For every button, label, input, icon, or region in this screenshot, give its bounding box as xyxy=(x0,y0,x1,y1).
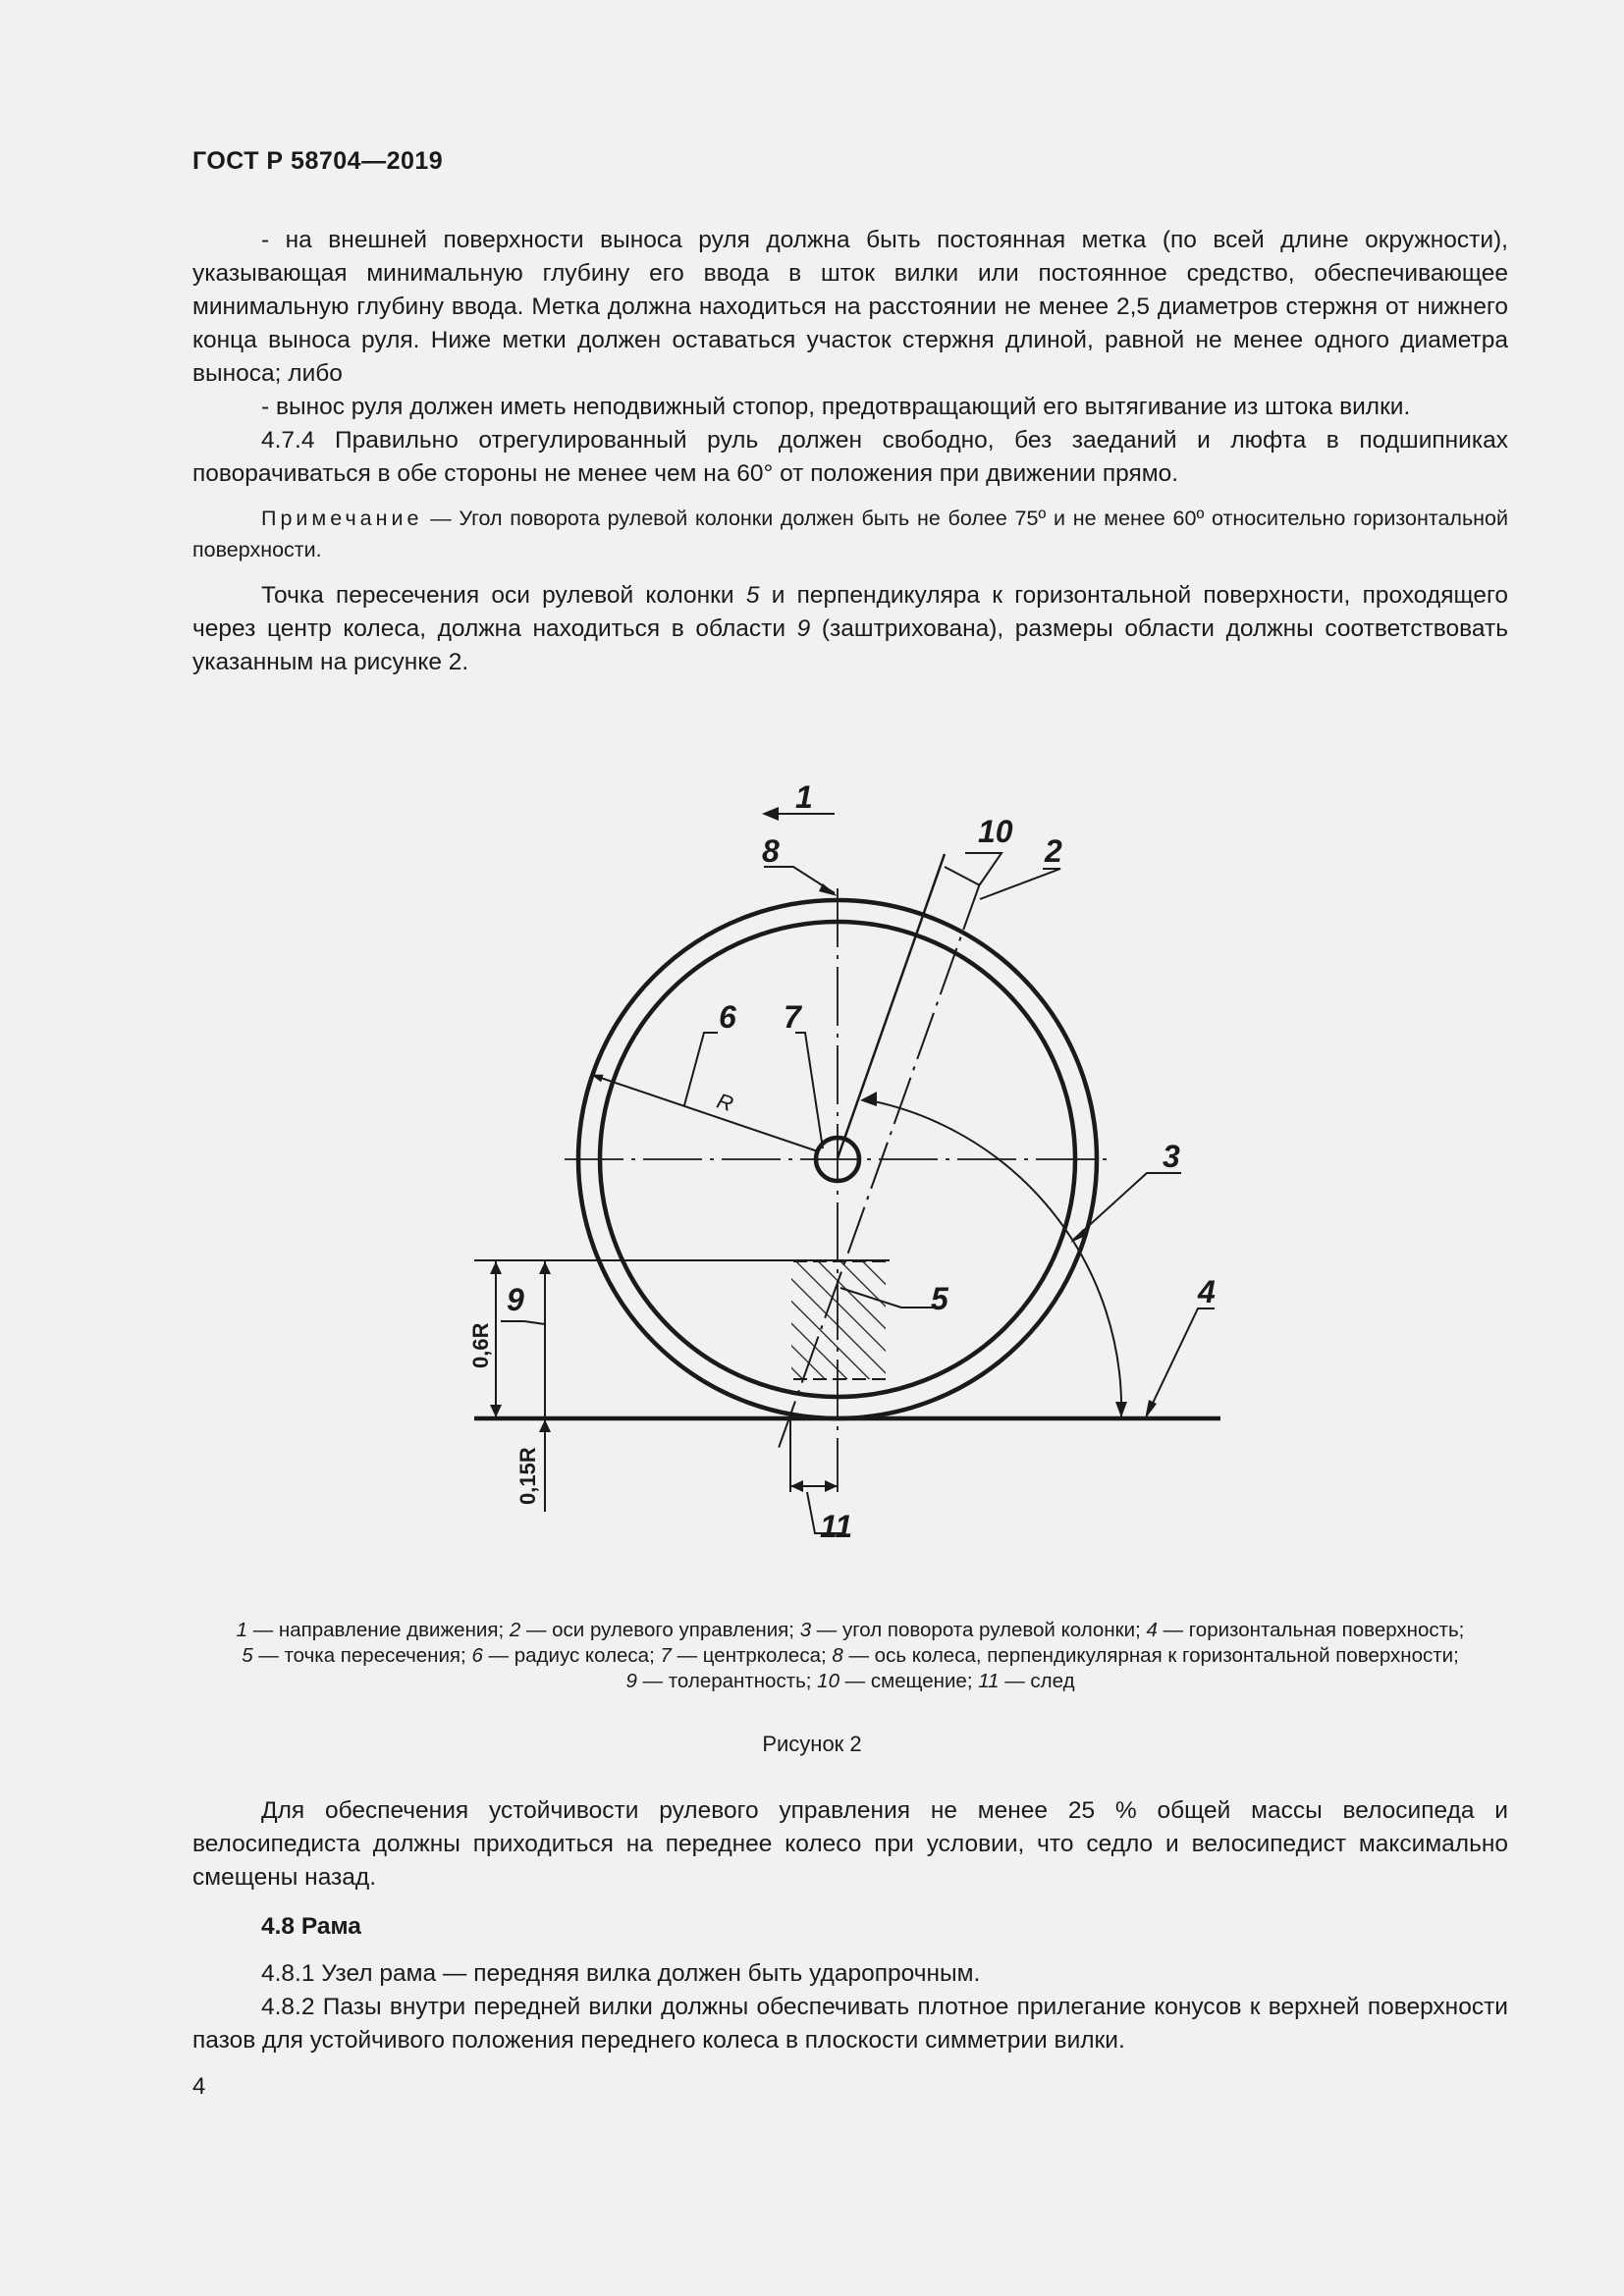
legend-line-1: 1 — направление движения; 2 — оси рулевого управления; 3 — угол поворота рулевой колонки; 4 — горизонтальная поверхность; xyxy=(236,1619,1465,1641)
label-8: 8 xyxy=(762,833,780,869)
figure-title: Рисунок 2 xyxy=(762,1732,862,1756)
section-heading-4-8: 4.8 Рама xyxy=(261,1913,361,1940)
bottom-text-block xyxy=(192,1794,1508,2057)
label-1: 1 xyxy=(795,779,813,815)
paragraph-stopper: - вынос руля должен иметь неподвижный стопор, предотвращающий его вытягивание из штока вилки. xyxy=(261,394,1411,420)
label-11: 11 xyxy=(820,1509,853,1544)
legend-line-2: 5 — точка пересечения; 6 — радиус колеса; 7 — центрколеса; 8 — ось колеса, перпендикулярная к горизонтальной поверхности; xyxy=(242,1644,1459,1667)
page-number: 4 xyxy=(192,2073,206,2100)
label-9: 9 xyxy=(507,1282,524,1317)
paragraph-marking: - на внешней поверхности выноса руля должна быть постоянная метка (по всей длине окружности), указывающая минимальную глубину его ввода в шток вилки или постоянное средство, обеспечивающее минимальную глубину ввода. Метка должна находиться на расстоянии не менее 2,5 диаметров стержня от нижнего конца выноса руля. Ниже метки должен оставаться участок стержня длиной, равной не менее одного диаметра выноса; либо xyxy=(192,227,1508,387)
paragraph-4-8-2: 4.8.2 Пазы внутри передней вилки должны обеспечивать плотное прилегание конусов к верхней поверхности пазов для устойчивого положения переднего колеса в плоскости симметрии вилки. xyxy=(192,1994,1508,2054)
label-4: 4 xyxy=(1198,1274,1216,1309)
radius-line-6 xyxy=(592,1075,818,1151)
label-7: 7 xyxy=(784,999,801,1035)
legend-line-3: 9 — толерантность; 10 — смещение; 11 — след xyxy=(625,1670,1075,1692)
paragraph-4-8-1: 4.8.1 Узел рама — передняя вилка должен быть ударопрочным. xyxy=(261,1960,981,1987)
note-text: — Угол поворота рулевой колонки должен быть не более 75º и не менее 60º относительно горизонтальной поверхности. xyxy=(192,507,1508,561)
dim-0-6r: 0,6R xyxy=(468,1322,493,1368)
paragraph-stability: Для обеспечения устойчивости рулевого управления не менее 25 % общей массы велосипеда и велосипедиста должны приходиться на переднее колесо при условии, что седло и велосипедист максимально смещены назад. xyxy=(192,1797,1508,1891)
radius-label: R xyxy=(714,1088,736,1117)
figure-legend xyxy=(192,1618,1508,1694)
label-2: 2 xyxy=(1045,833,1062,869)
label-5: 5 xyxy=(931,1281,948,1316)
dim-0-15r: 0,15R xyxy=(515,1447,540,1505)
paragraph-4-7-4: 4.7.4 Правильно отрегулированный руль должен свободно, без заеданий и люфта в подшипниках поворачиваться в обе стороны не менее чем на 60° от положения при движении прямо. xyxy=(192,427,1508,487)
label-6: 6 xyxy=(719,999,736,1035)
document-header: ГОСТ Р 58704—2019 xyxy=(192,147,444,175)
note-label: Примечание xyxy=(261,507,423,530)
label-10: 10 xyxy=(978,814,1013,849)
label-3: 3 xyxy=(1163,1139,1180,1174)
paragraph-intersection-point: Точка пересечения оси рулевой колонки 5 и перпендикуляра к горизонтальной поверхности, проходящего через центр колеса, должна находиться в области 9 (заштрихована), размеры области должны соответствовать указанным на рисунке 2. xyxy=(192,582,1508,675)
